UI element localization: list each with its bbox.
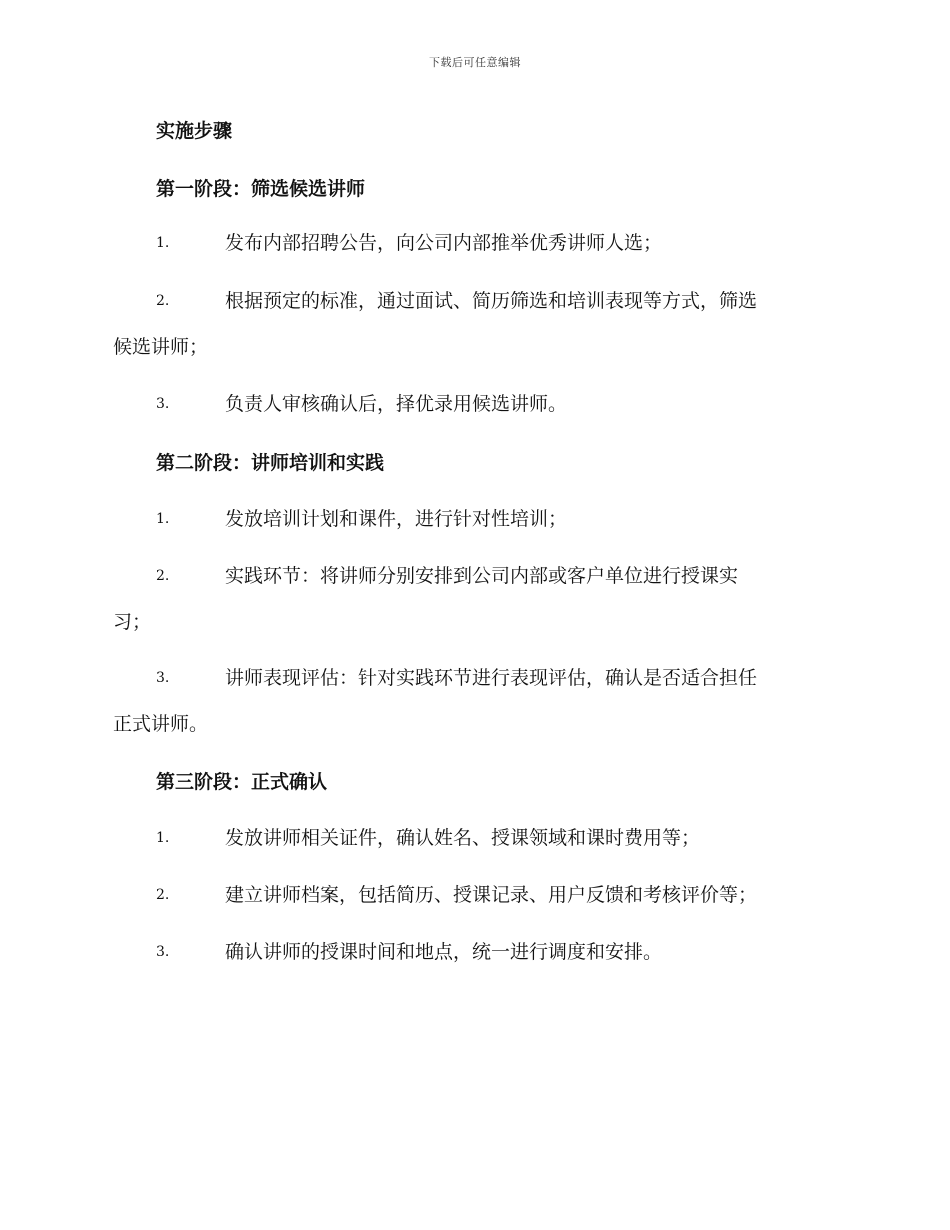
item-number: 2. (156, 887, 170, 903)
item-text: 讲师表现评估：针对实践环节进行表现评估，确认是否适合担任 (225, 667, 758, 689)
item-number: 3. (156, 670, 170, 686)
item-text: 建立讲师档案，包括简历、授课记录、用户反馈和考核评价等； (225, 884, 758, 906)
item-text: 发布内部招聘公告，向公司内部推举优秀讲师人选； (225, 232, 663, 254)
item-text-continued: 正式讲师。 (113, 713, 209, 735)
item-number: 1. (156, 511, 170, 527)
stage-2-heading: 第二阶段：讲师培训和实践 (156, 452, 385, 474)
item-text: 发放讲师相关证件，确认姓名、授课领域和课时费用等； (225, 827, 701, 849)
item-number: 2. (156, 293, 170, 309)
item-number: 3. (156, 396, 170, 412)
item-number: 3. (156, 944, 170, 960)
section-title: 实施步骤 (156, 120, 233, 142)
stage-3-heading: 第三阶段：正式确认 (156, 771, 328, 793)
item-text-continued: 候选讲师； (113, 336, 209, 358)
item-text: 发放培训计划和课件，进行针对性培训； (225, 508, 568, 530)
item-number: 1. (156, 235, 170, 251)
item-text: 确认讲师的授课时间和地点，统一进行调度和安排。 (225, 941, 663, 963)
item-text-continued: 习； (113, 611, 152, 633)
item-text: 根据预定的标准，通过面试、简历筛选和培训表现等方式，筛选 (225, 290, 758, 312)
page-header: 下载后可任意编辑 (429, 56, 521, 69)
item-text: 实践环节：将讲师分别安排到公司内部或客户单位进行授课实 (225, 565, 739, 587)
item-text: 负责人审核确认后，择优录用候选讲师。 (225, 393, 568, 415)
item-number: 2. (156, 568, 170, 584)
stage-1-heading: 第一阶段：筛选候选讲师 (156, 178, 366, 200)
item-number: 1. (156, 830, 170, 846)
